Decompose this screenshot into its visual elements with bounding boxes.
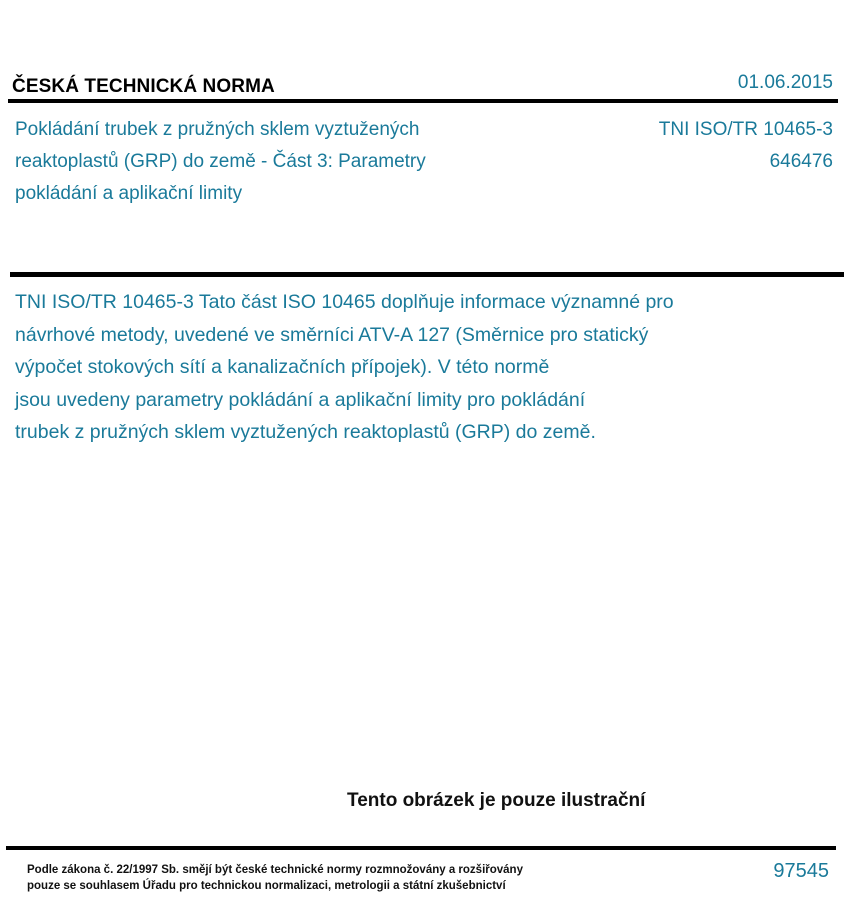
legal-notice-line: pouze se souhlasem Úřadu pro technickou normalizaci, metrologii a státní zkušebnictví (27, 880, 506, 892)
document-number: 97545 (773, 860, 829, 882)
standard-title-line: reaktoplastů (GRP) do země - Část 3: Parametry (15, 151, 426, 172)
legal-notice (27, 862, 523, 894)
bottom-divider (6, 846, 836, 850)
abstract-line: trubek z pružných sklem vyztužených reaktoplastů (GRP) do země. (15, 421, 596, 443)
standard-title-line: Pokládání trubek z pružných sklem vyztužených (15, 119, 420, 140)
middle-divider (10, 272, 844, 277)
standard-title (15, 114, 535, 210)
abstract-text (15, 286, 775, 449)
abstract-line: jsou uvedeny parametry pokládání a aplikační limity pro pokládání (15, 388, 586, 411)
standard-designation: TNI ISO/TR 10465-3 (658, 119, 833, 140)
illustration-note: Tento obrázek je pouze ilustrační (347, 790, 646, 811)
standard-title-line: pokládání a aplikační limity (15, 183, 243, 204)
publication-date: 01.06.2015 (737, 72, 833, 93)
abstract-line: TNI ISO/TR 10465-3 Tato část ISO 10465 doplňuje informace významné pro (15, 291, 674, 313)
standard-identifiers (659, 114, 833, 178)
abstract-line: návrhové metody, uvedené ve směrníci ATV-A 127 (Směrnice pro statický (15, 323, 649, 346)
document-type-heading: ČESKÁ TECHNICKÁ NORMA (12, 76, 275, 97)
abstract-line: výpočet stokových sítí a kanalizačních přípojek). V této normě (15, 356, 550, 378)
top-divider (8, 99, 838, 103)
legal-notice-line: Podle zákona č. 22/1997 Sb. smějí být české technické normy rozmnožovány a rozšiřovány (27, 864, 523, 876)
catalog-number: 646476 (769, 151, 833, 172)
